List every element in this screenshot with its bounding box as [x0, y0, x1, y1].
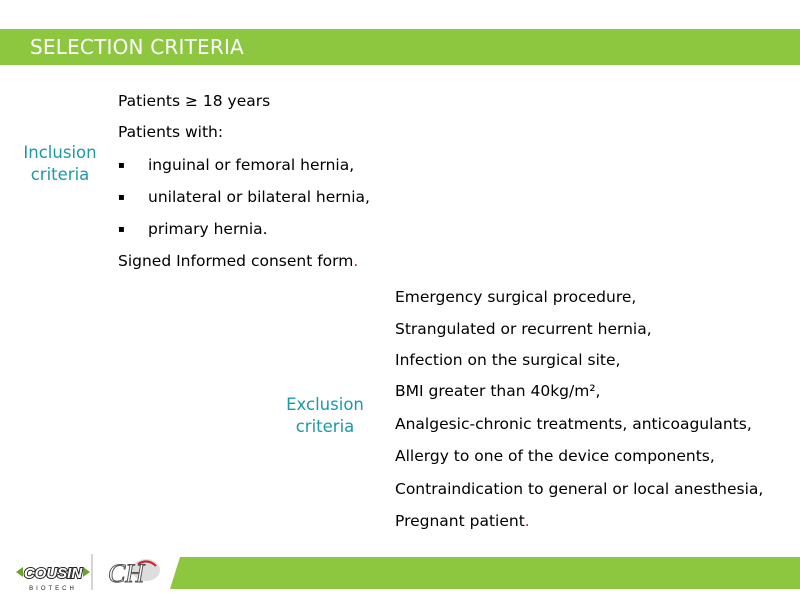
exclusion-last-period: . — [524, 512, 530, 530]
exclusion-criteria-label — [274, 394, 376, 438]
inclusion-bullet-item: primary hernia. — [148, 220, 268, 238]
cousin-logo-text: COUSIN — [23, 565, 83, 582]
exclusion-label-line2: criteria — [295, 417, 355, 436]
bullet-square-icon: ▪ — [118, 192, 125, 203]
bullet-square-icon: ▪ — [118, 224, 125, 235]
exclusion-item: Strangulated or recurrent hernia, — [395, 320, 652, 338]
inclusion-criteria-label — [12, 142, 108, 186]
inclusion-consent-line — [118, 252, 358, 270]
exclusion-item: Infection on the surgical site, — [395, 351, 621, 369]
inclusion-patients-with: Patients with: — [118, 123, 224, 141]
inclusion-consent-period: . — [353, 252, 359, 270]
ch-logo-text: CH — [107, 559, 145, 588]
page-title: SELECTION CRITERIA — [30, 35, 244, 59]
exclusion-label-line1: Exclusion — [286, 395, 364, 414]
ch-logo — [90, 552, 168, 592]
inclusion-bullet-item: unilateral or bilateral hernia, — [148, 188, 370, 206]
title-bar — [0, 29, 800, 65]
inclusion-bullet-item: inguinal or femoral hernia, — [148, 156, 355, 174]
cousin-biotech-logo — [14, 560, 92, 592]
inclusion-age: Patients ≥ 18 years — [118, 92, 271, 110]
inclusion-consent-text: Signed Informed consent form — [118, 252, 354, 270]
exclusion-item: Contraindication to general or local anesthesia, — [395, 480, 764, 498]
footer-bar — [170, 557, 800, 589]
inclusion-label-line2: criteria — [30, 165, 90, 184]
inclusion-label-line1: Inclusion — [23, 143, 97, 162]
bullet-square-icon: ▪ — [118, 160, 125, 171]
exclusion-last-text: Pregnant patient — [395, 512, 525, 530]
biotech-logo-text: BIOTECH — [29, 586, 77, 592]
exclusion-item: Allergy to one of the device components, — [395, 447, 715, 465]
exclusion-item: Emergency surgical procedure, — [395, 288, 637, 306]
exclusion-item: BMI greater than 40kg/m², — [395, 382, 601, 400]
exclusion-item: Analgesic-chronic treatments, anticoagulants, — [395, 415, 752, 433]
exclusion-last-line — [395, 512, 530, 530]
